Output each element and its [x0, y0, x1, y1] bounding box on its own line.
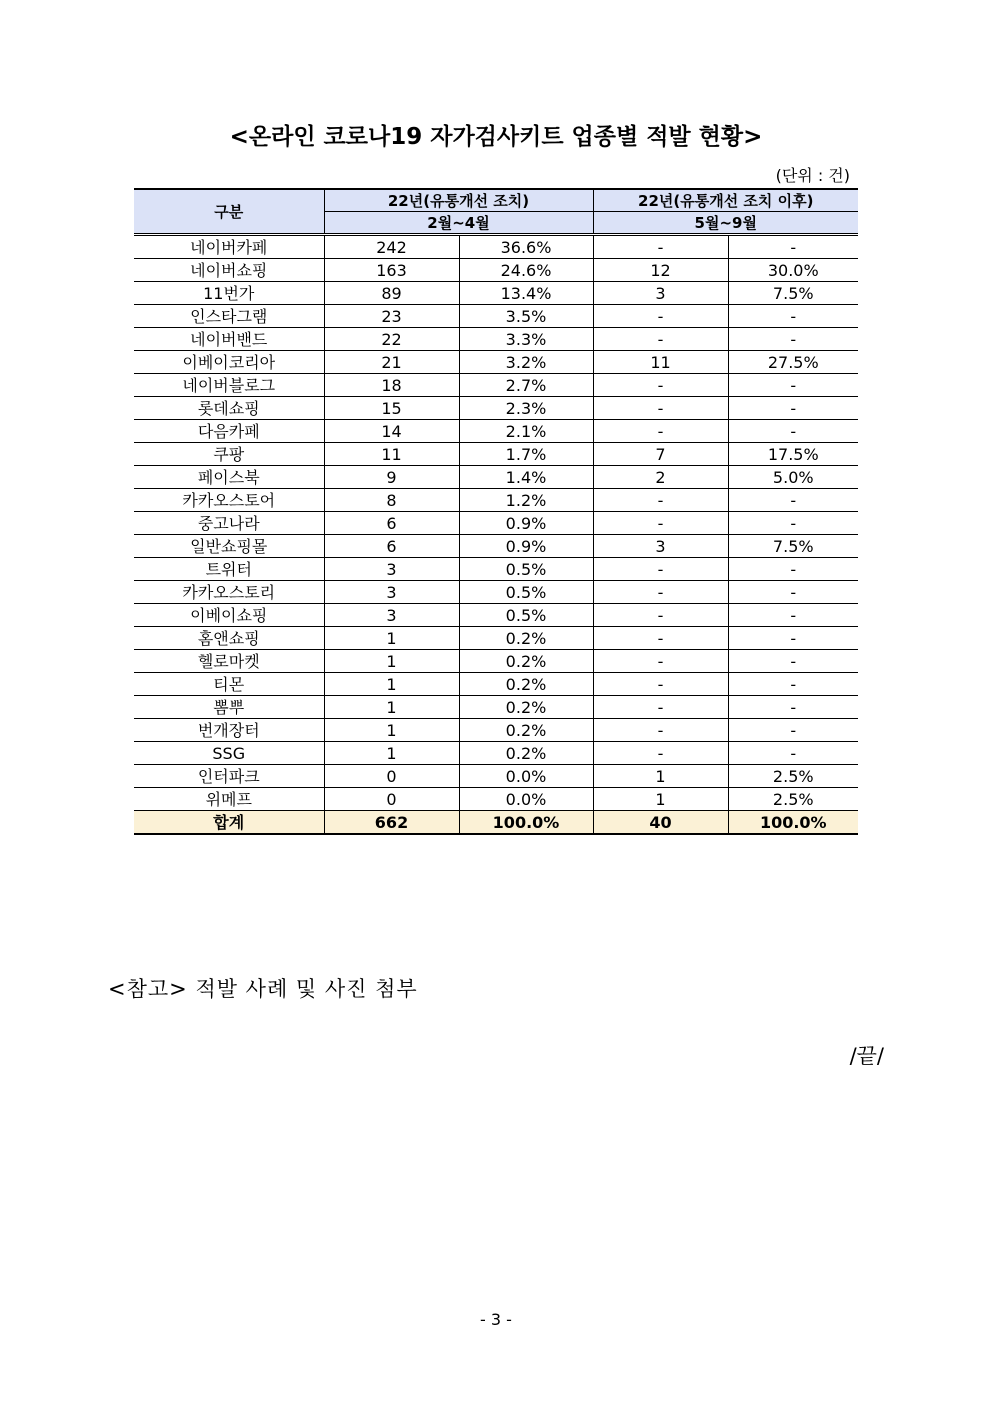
share-period1-cell: 0.5% — [459, 604, 593, 627]
share-period2-cell: - — [728, 235, 858, 259]
table-row — [134, 719, 858, 742]
count-period2-cell: - — [593, 719, 728, 742]
share-period1-cell: 24.6% — [459, 259, 593, 282]
share-period1-cell: 3.3% — [459, 328, 593, 351]
count-period2-cell: - — [593, 673, 728, 696]
platform-name-cell: 홈앤쇼핑 — [134, 627, 324, 650]
table-row — [134, 235, 858, 259]
platform-name-cell: 이베이코리아 — [134, 351, 324, 374]
share-period2-cell: - — [728, 742, 858, 765]
count-period1-cell: 9 — [324, 466, 459, 489]
share-period1-cell: 1.2% — [459, 489, 593, 512]
unit-label: (단위 : 건) — [775, 166, 850, 185]
share-period2-cell: 2.5% — [728, 765, 858, 788]
count-period2-cell: - — [593, 558, 728, 581]
table-row — [134, 673, 858, 696]
share-period1-cell: 1.7% — [459, 443, 593, 466]
platform-name-cell: 다음카페 — [134, 420, 324, 443]
platform-name-cell: 헬로마켓 — [134, 650, 324, 673]
share-period2-cell: - — [728, 512, 858, 535]
count-period1-cell: 242 — [324, 235, 459, 259]
platform-name-cell: 롯데쇼핑 — [134, 397, 324, 420]
count-period1-cell: 3 — [324, 558, 459, 581]
count-period2-cell: - — [593, 328, 728, 351]
table-row — [134, 374, 858, 397]
share-period2-cell: - — [728, 719, 858, 742]
count-period2-cell: - — [593, 397, 728, 420]
count-period1-cell: 23 — [324, 305, 459, 328]
count-period1-cell: 3 — [324, 604, 459, 627]
table-row — [134, 443, 858, 466]
share-period2-cell: 30.0% — [728, 259, 858, 282]
count-period1-cell: 1 — [324, 673, 459, 696]
count-period1-cell: 14 — [324, 420, 459, 443]
platform-name-cell: 중고나라 — [134, 512, 324, 535]
count-period2-cell: 3 — [593, 535, 728, 558]
share-period1-cell: 0.5% — [459, 558, 593, 581]
count-period1-cell: 1 — [324, 742, 459, 765]
share-period2-cell: 7.5% — [728, 282, 858, 305]
header-period2-range: 5월~9월 — [593, 212, 858, 235]
share-period1-cell: 0.2% — [459, 650, 593, 673]
count-period1-cell: 1 — [324, 719, 459, 742]
total-share-period2-cell: 100.0% — [728, 811, 858, 835]
count-period2-cell: 11 — [593, 351, 728, 374]
share-period2-cell: 27.5% — [728, 351, 858, 374]
platform-name-cell: 네이버카페 — [134, 235, 324, 259]
total-row — [134, 811, 858, 835]
platform-name-cell: 네이버밴드 — [134, 328, 324, 351]
table-row — [134, 696, 858, 719]
platform-name-cell: 네이버블로그 — [134, 374, 324, 397]
total-count-period2-cell: 40 — [593, 811, 728, 835]
platform-name-cell: 인터파크 — [134, 765, 324, 788]
table-row — [134, 489, 858, 512]
table-row — [134, 650, 858, 673]
count-period2-cell: - — [593, 627, 728, 650]
share-period2-cell: - — [728, 604, 858, 627]
platform-name-cell: 티몬 — [134, 673, 324, 696]
count-period2-cell: - — [593, 650, 728, 673]
table-row — [134, 397, 858, 420]
share-period2-cell: - — [728, 397, 858, 420]
share-period1-cell: 0.2% — [459, 673, 593, 696]
share-period2-cell: - — [728, 696, 858, 719]
page-title: <온라인 코로나19 자가검사키트 업종별 적발 현황> — [229, 124, 763, 150]
share-period1-cell: 0.0% — [459, 765, 593, 788]
share-period2-cell: 5.0% — [728, 466, 858, 489]
share-period2-cell: - — [728, 650, 858, 673]
count-period1-cell: 0 — [324, 788, 459, 811]
count-period2-cell: - — [593, 581, 728, 604]
count-period2-cell: 7 — [593, 443, 728, 466]
table-row — [134, 466, 858, 489]
share-period1-cell: 0.2% — [459, 627, 593, 650]
count-period2-cell: - — [593, 604, 728, 627]
reference-note: <참고> 적발 사례 및 사진 첨부 — [108, 977, 418, 1001]
count-period1-cell: 11 — [324, 443, 459, 466]
count-period2-cell: - — [593, 512, 728, 535]
count-period2-cell: - — [593, 420, 728, 443]
end-mark: /끝/ — [849, 1044, 884, 1068]
count-period1-cell: 1 — [324, 696, 459, 719]
platform-name-cell: 위메프 — [134, 788, 324, 811]
table-row — [134, 351, 858, 374]
share-period2-cell: 2.5% — [728, 788, 858, 811]
count-period1-cell: 22 — [324, 328, 459, 351]
table-row — [134, 420, 858, 443]
platform-name-cell: 페이스북 — [134, 466, 324, 489]
share-period2-cell: - — [728, 420, 858, 443]
platform-name-cell: SSG — [134, 742, 324, 765]
table-body — [134, 235, 858, 835]
count-period1-cell: 0 — [324, 765, 459, 788]
share-period2-cell: 17.5% — [728, 443, 858, 466]
count-period1-cell: 1 — [324, 627, 459, 650]
detection-table — [134, 188, 858, 835]
count-period1-cell: 163 — [324, 259, 459, 282]
count-period2-cell: - — [593, 305, 728, 328]
share-period1-cell: 0.2% — [459, 742, 593, 765]
platform-name-cell: 카카오스토리 — [134, 581, 324, 604]
table-row — [134, 581, 858, 604]
table-row — [134, 604, 858, 627]
share-period2-cell: - — [728, 328, 858, 351]
platform-name-cell: 쿠팡 — [134, 443, 324, 466]
table-row — [134, 512, 858, 535]
table-row — [134, 558, 858, 581]
total-share-period1-cell: 100.0% — [459, 811, 593, 835]
count-period1-cell: 3 — [324, 581, 459, 604]
table-row — [134, 305, 858, 328]
count-period1-cell: 8 — [324, 489, 459, 512]
share-period2-cell: - — [728, 558, 858, 581]
header-category: 구분 — [134, 189, 324, 235]
count-period1-cell: 6 — [324, 535, 459, 558]
platform-name-cell: 11번가 — [134, 282, 324, 305]
platform-name-cell: 이베이쇼핑 — [134, 604, 324, 627]
count-period2-cell: - — [593, 696, 728, 719]
total-count-period1-cell: 662 — [324, 811, 459, 835]
share-period1-cell: 0.9% — [459, 512, 593, 535]
page-number: - 3 - — [480, 1310, 512, 1329]
count-period2-cell: - — [593, 742, 728, 765]
share-period1-cell: 0.2% — [459, 719, 593, 742]
platform-name-cell: 뽐뿌 — [134, 696, 324, 719]
share-period2-cell: - — [728, 673, 858, 696]
header-period1-range: 2월~4월 — [324, 212, 593, 235]
share-period2-cell: - — [728, 489, 858, 512]
count-period2-cell: 1 — [593, 765, 728, 788]
count-period2-cell: 12 — [593, 259, 728, 282]
table-row — [134, 765, 858, 788]
platform-name-cell: 번개장터 — [134, 719, 324, 742]
count-period2-cell: 2 — [593, 466, 728, 489]
count-period2-cell: - — [593, 235, 728, 259]
count-period2-cell: 3 — [593, 282, 728, 305]
table-row — [134, 282, 858, 305]
table-row — [134, 328, 858, 351]
platform-name-cell: 트위터 — [134, 558, 324, 581]
count-period1-cell: 6 — [324, 512, 459, 535]
header-period1-title: 22년(유통개선 조치) — [324, 189, 593, 212]
total-platform-name-cell: 합계 — [134, 811, 324, 835]
count-period1-cell: 18 — [324, 374, 459, 397]
count-period1-cell: 15 — [324, 397, 459, 420]
header-period2-title: 22년(유통개선 조치 이후) — [593, 189, 858, 212]
share-period1-cell: 0.2% — [459, 696, 593, 719]
table-row — [134, 742, 858, 765]
share-period2-cell: 7.5% — [728, 535, 858, 558]
share-period1-cell: 2.7% — [459, 374, 593, 397]
table-row — [134, 259, 858, 282]
share-period2-cell: - — [728, 305, 858, 328]
table-row — [134, 535, 858, 558]
share-period1-cell: 0.5% — [459, 581, 593, 604]
share-period2-cell: - — [728, 374, 858, 397]
share-period1-cell: 36.6% — [459, 235, 593, 259]
count-period1-cell: 89 — [324, 282, 459, 305]
count-period2-cell: - — [593, 489, 728, 512]
share-period1-cell: 2.3% — [459, 397, 593, 420]
table-row — [134, 788, 858, 811]
share-period1-cell: 3.5% — [459, 305, 593, 328]
share-period1-cell: 0.0% — [459, 788, 593, 811]
share-period2-cell: - — [728, 581, 858, 604]
count-period1-cell: 1 — [324, 650, 459, 673]
share-period2-cell: - — [728, 627, 858, 650]
share-period1-cell: 13.4% — [459, 282, 593, 305]
platform-name-cell: 일반쇼핑몰 — [134, 535, 324, 558]
count-period2-cell: 1 — [593, 788, 728, 811]
count-period2-cell: - — [593, 374, 728, 397]
table-row — [134, 627, 858, 650]
platform-name-cell: 인스타그램 — [134, 305, 324, 328]
platform-name-cell: 네이버쇼핑 — [134, 259, 324, 282]
count-period1-cell: 21 — [324, 351, 459, 374]
platform-name-cell: 카카오스토어 — [134, 489, 324, 512]
share-period1-cell: 1.4% — [459, 466, 593, 489]
share-period1-cell: 3.2% — [459, 351, 593, 374]
share-period1-cell: 0.9% — [459, 535, 593, 558]
share-period1-cell: 2.1% — [459, 420, 593, 443]
